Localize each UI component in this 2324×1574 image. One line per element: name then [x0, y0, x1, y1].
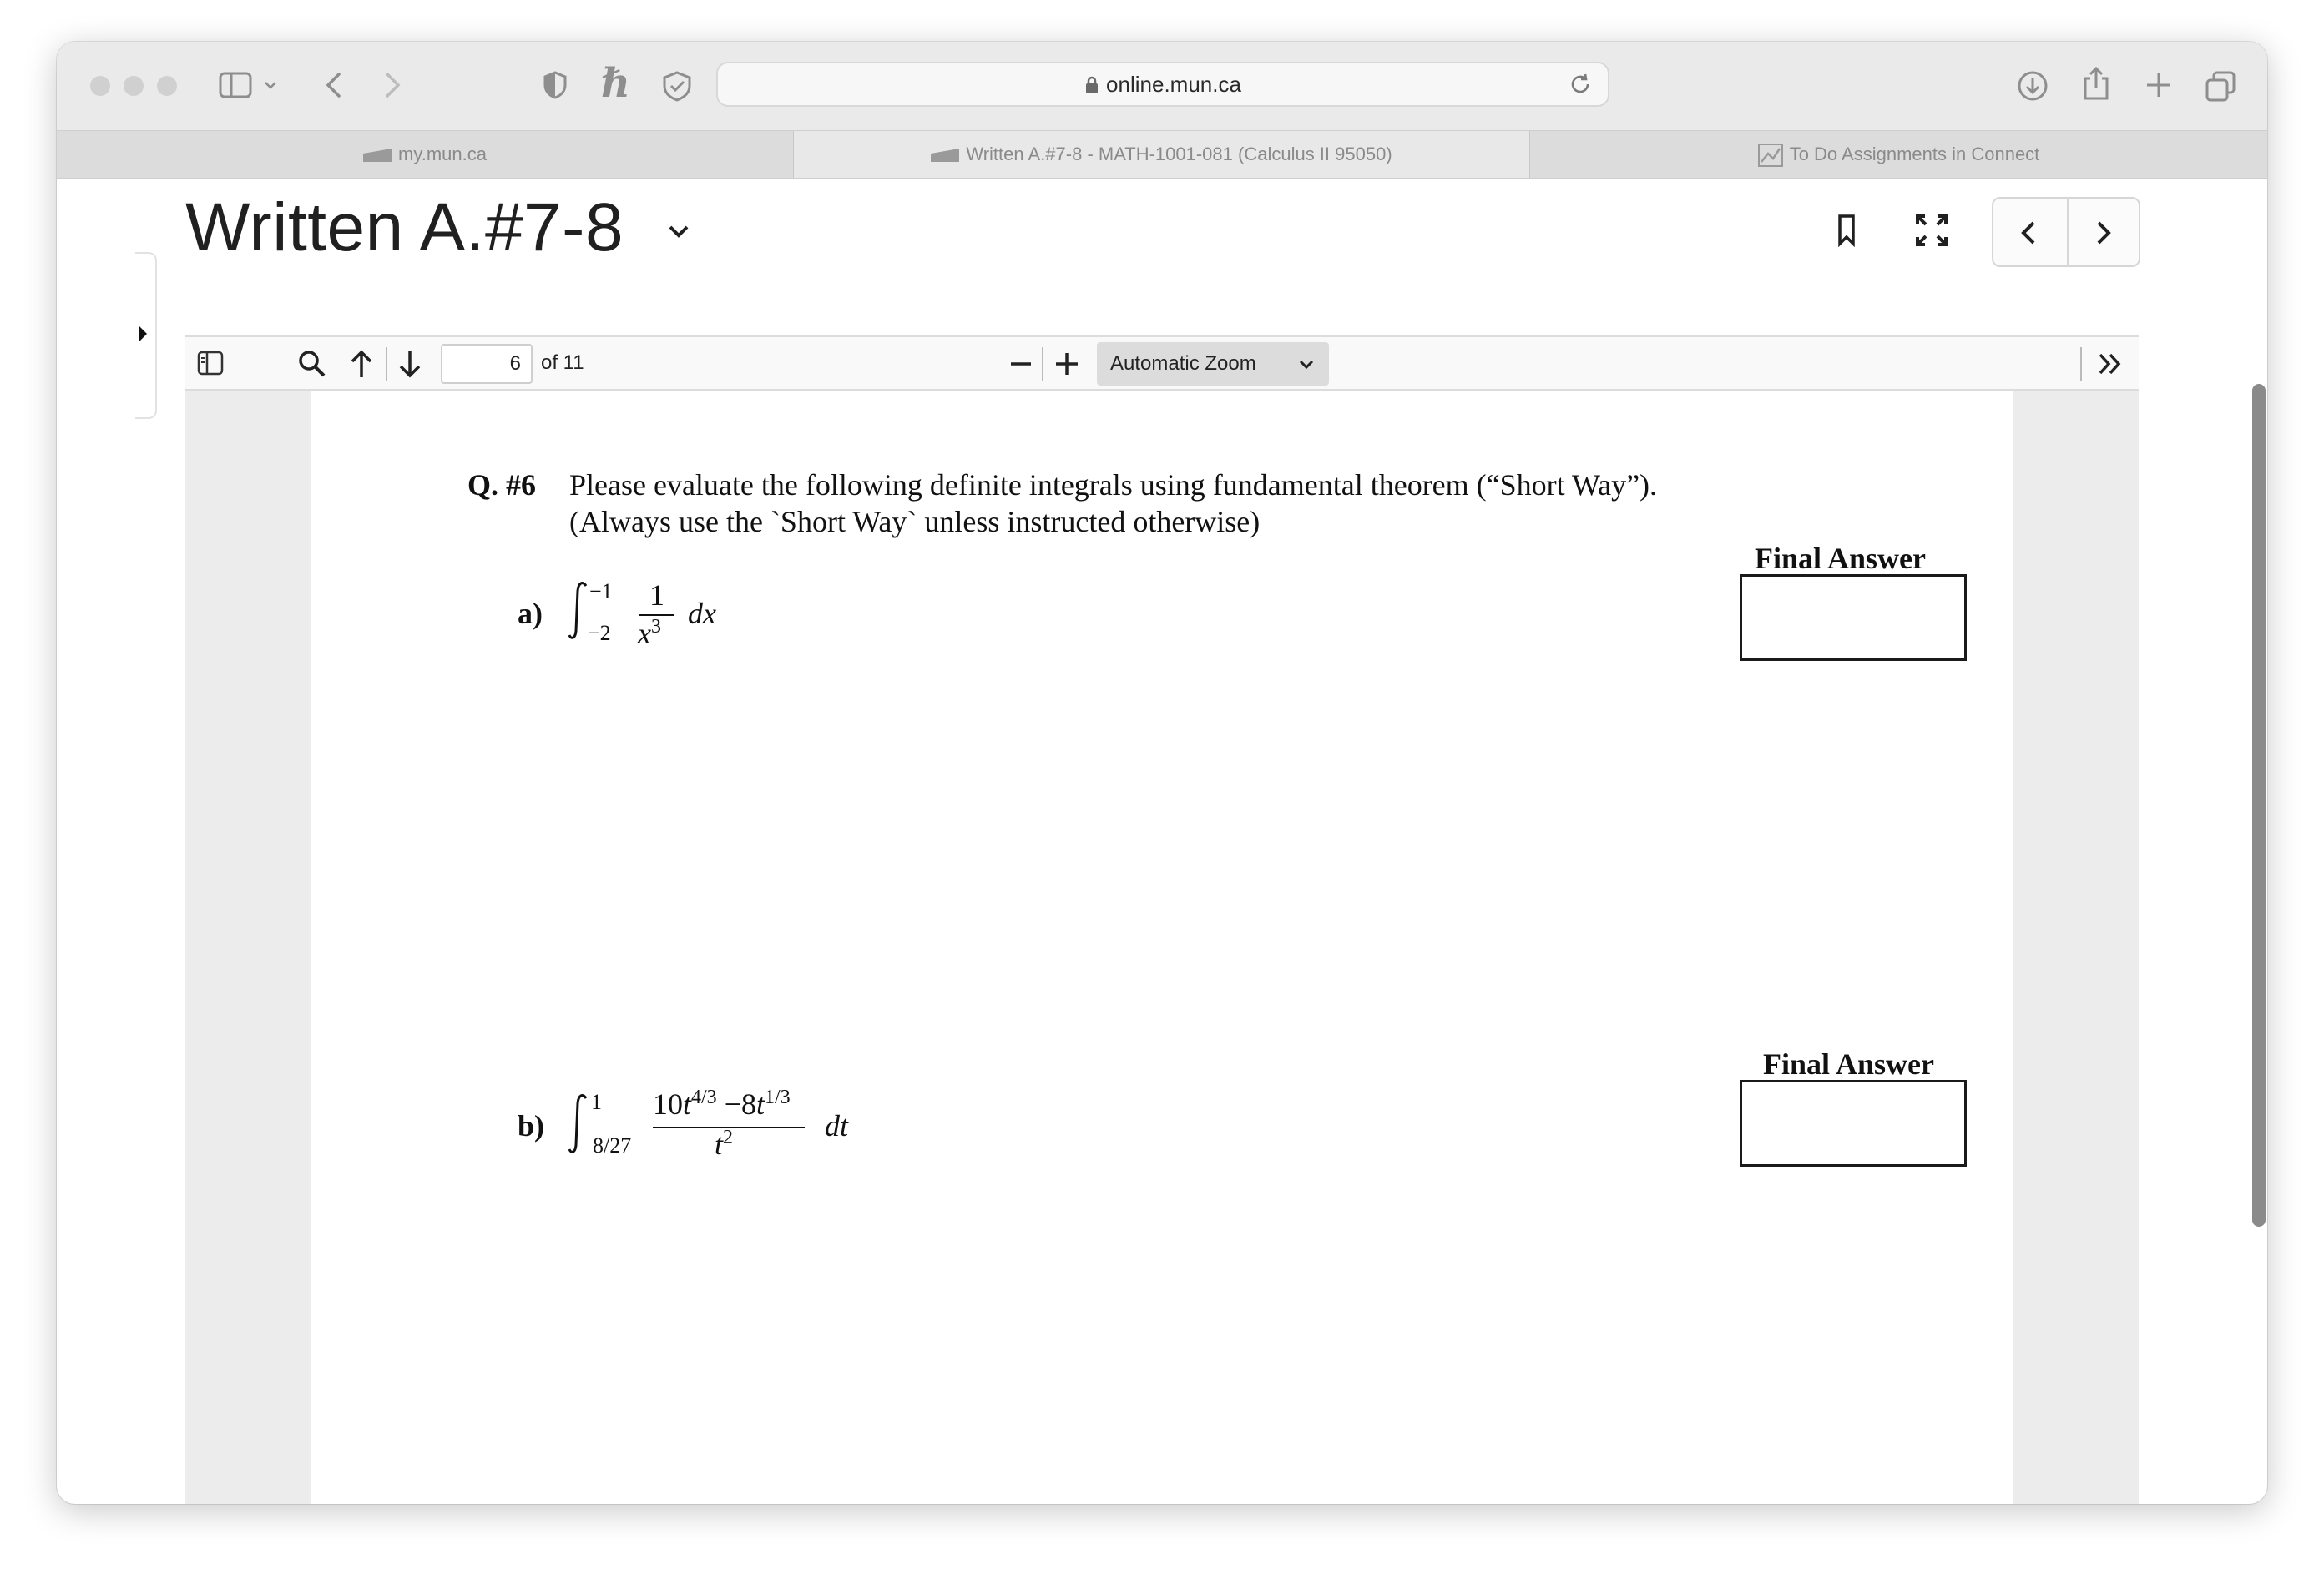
- zoom-in-icon[interactable]: [1053, 351, 1080, 377]
- page-title-text: Written A.#7-8: [185, 189, 624, 265]
- lock-icon: [1084, 76, 1099, 94]
- part-a-numerator: 1: [649, 578, 664, 612]
- fullscreen-icon[interactable]: [1915, 214, 1948, 247]
- instruction-line-2: (Always use the `Short Way` unless instructed otherwise): [569, 505, 1261, 538]
- close-window-button[interactable]: [90, 76, 110, 96]
- tab-my-mun[interactable]: [57, 131, 793, 178]
- pdf-page: [311, 391, 2013, 1504]
- side-panel-toggle[interactable]: [135, 252, 157, 419]
- reload-icon[interactable]: [1568, 72, 1593, 97]
- privacy-shield-icon[interactable]: [543, 70, 568, 100]
- instruction-line-1: Please evaluate the following definite integrals using fundamental theorem (“Short Way”).: [569, 468, 1658, 502]
- next-item-icon[interactable]: [2095, 220, 2112, 245]
- search-icon[interactable]: [297, 349, 327, 379]
- tab-label: To Do Assignments in Connect: [1789, 144, 2040, 164]
- part-a-differential: dx: [688, 597, 716, 630]
- mun-favicon-icon: [931, 149, 959, 162]
- tab-overview-icon[interactable]: [2204, 70, 2237, 103]
- toggle-sidebar-icon[interactable]: [197, 351, 224, 376]
- tools-menu-icon[interactable]: [2097, 352, 2124, 376]
- final-answer-box-a[interactable]: [1740, 574, 1967, 661]
- connect-favicon-icon: [1758, 144, 1783, 167]
- part-b-exp-1: 4/3: [691, 1087, 717, 1108]
- url-value: online.mun.ca: [1106, 72, 1241, 97]
- back-icon[interactable]: [324, 72, 342, 98]
- minimize-window-button[interactable]: [124, 76, 144, 96]
- zoom-window-button[interactable]: [157, 76, 177, 96]
- tab-label: Written A.#7-8 - MATH-1001-081 (Calculus II 95050): [966, 144, 1392, 164]
- address-bar[interactable]: [716, 62, 1609, 107]
- zoom-out-icon[interactable]: [1008, 354, 1033, 374]
- part-b-differential: dt: [825, 1109, 849, 1143]
- new-tab-icon[interactable]: [2144, 70, 2174, 100]
- toolbar-divider: [1042, 347, 1043, 381]
- pdf-toolbar: [185, 335, 2139, 391]
- mun-favicon-icon: [363, 149, 392, 162]
- toolbar-divider: [2080, 347, 2082, 381]
- part-b-numerator: [653, 1087, 791, 1122]
- part-a-label: a): [518, 597, 543, 630]
- previous-item-icon[interactable]: [2020, 220, 2037, 245]
- part-b-coef-1: 10: [653, 1087, 683, 1121]
- browser-toolbar: [57, 42, 2267, 130]
- honey-extension-icon[interactable]: ℏ: [601, 60, 630, 107]
- forward-icon[interactable]: [384, 72, 402, 98]
- part-b-var-2: t: [756, 1087, 765, 1121]
- page-count: of 11: [541, 351, 584, 374]
- part-b-label: b): [518, 1109, 545, 1143]
- page-number-input[interactable]: 6: [441, 344, 533, 384]
- zoom-select[interactable]: [1097, 342, 1329, 386]
- caret-right-icon: [137, 324, 149, 344]
- previous-page-icon[interactable]: [349, 349, 374, 379]
- tab-written-assignment[interactable]: [793, 131, 1529, 178]
- tab-connect-assignments[interactable]: [1529, 131, 2267, 178]
- part-b-denominator: [715, 1127, 733, 1162]
- integral-sign-a: [568, 581, 589, 641]
- part-a-lower-limit: −2: [588, 621, 611, 645]
- integral-sign-b: [568, 1093, 589, 1155]
- zoom-value: Automatic Zoom: [1110, 352, 1256, 375]
- page-scrollbar[interactable]: [2252, 384, 2266, 1227]
- part-b-coef-2: 8: [741, 1087, 756, 1121]
- chevron-down-icon: [1299, 359, 1314, 371]
- nav-divider: [2067, 199, 2069, 265]
- bookmark-icon[interactable]: [1836, 214, 1857, 247]
- sidebar-icon[interactable]: [219, 72, 252, 98]
- part-b-lower-limit: 8/27: [593, 1133, 632, 1158]
- part-a-denominator-exp: 3: [650, 616, 661, 638]
- final-answer-label-a: Final Answer: [1755, 542, 1927, 575]
- next-page-icon[interactable]: [397, 349, 422, 379]
- part-b-upper-limit: 1: [591, 1090, 602, 1114]
- final-answer-label-b: Final Answer: [1763, 1047, 1935, 1081]
- share-icon[interactable]: [2082, 65, 2110, 102]
- shield-check-icon[interactable]: [661, 70, 693, 102]
- part-b-operator: −: [724, 1087, 741, 1121]
- part-b-var-1: t: [683, 1087, 692, 1121]
- part-a-upper-limit: −1: [589, 579, 613, 603]
- item-navigation: [1992, 197, 2140, 267]
- final-answer-box-b[interactable]: [1740, 1080, 1967, 1167]
- chevron-down-icon[interactable]: [264, 80, 277, 90]
- title-chevron-down-icon[interactable]: [668, 224, 690, 239]
- tab-bar: [57, 130, 2267, 179]
- part-b-denominator-var: t: [715, 1128, 724, 1161]
- part-a-denominator: [638, 616, 661, 651]
- part-a-denominator-var: x: [638, 617, 651, 650]
- part-b-denominator-exp: 2: [723, 1127, 734, 1148]
- url-text: [718, 63, 1608, 105]
- download-icon[interactable]: [2017, 70, 2049, 102]
- question-label: Q. #6: [467, 468, 537, 502]
- part-b-exp-2: 1/3: [765, 1087, 791, 1108]
- tab-label: my.mun.ca: [398, 144, 487, 164]
- toolbar-divider: [386, 347, 387, 381]
- page-title: [185, 189, 690, 265]
